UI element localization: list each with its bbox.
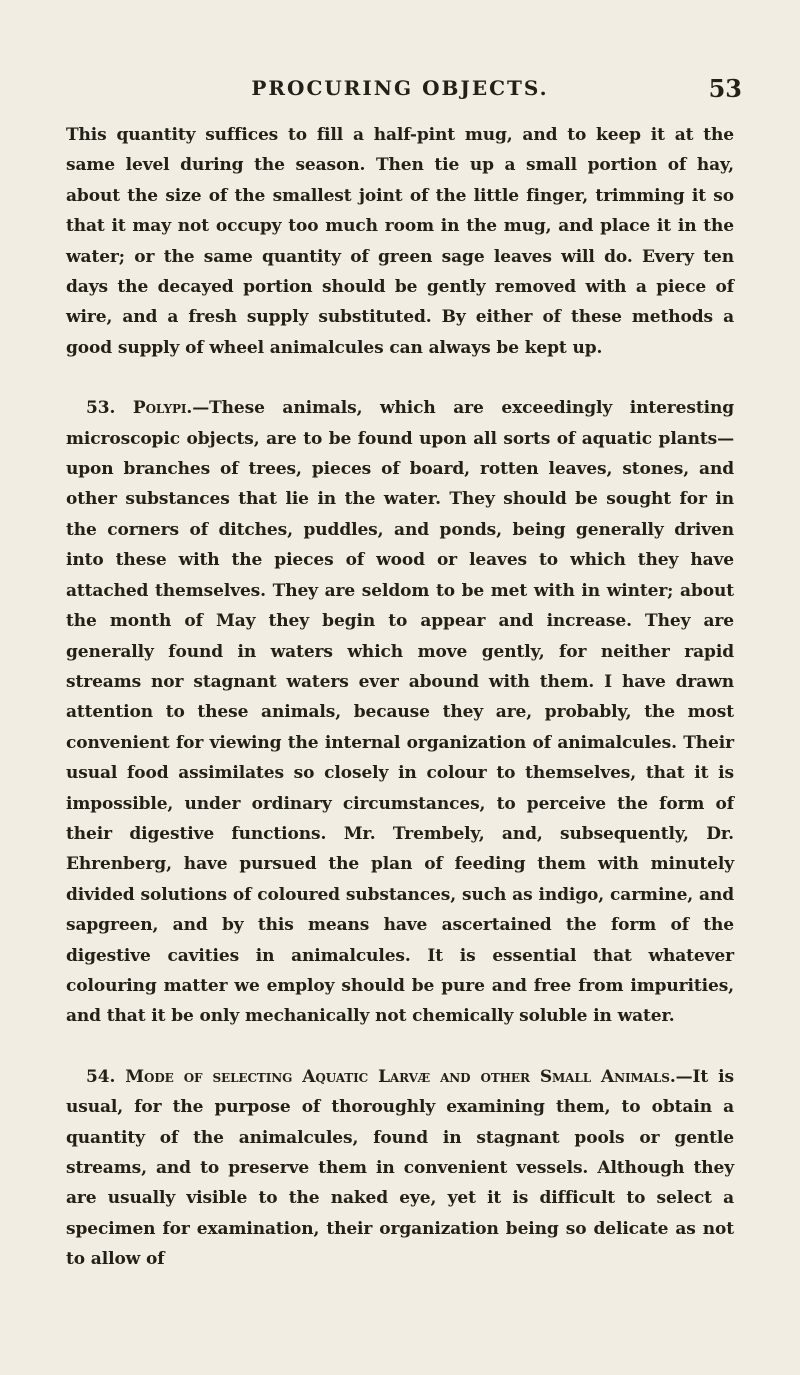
body-text	[66, 120, 734, 1275]
page-title: PROCURING OBJECTS.	[251, 76, 549, 100]
paragraph-polypi	[66, 393, 734, 1032]
section-heading: Polypi.	[132, 398, 193, 419]
section-number: 54.	[86, 1066, 116, 1087]
page-number: 53	[708, 74, 742, 103]
running-head	[0, 74, 800, 104]
paragraph-continuation: This quantity suffices to fill a half-pint mug, and to keep it at the same level during the season. Then tie up a small portion of hay, about the size of the smallest joint of the little finger, trimming it so that it may not occupy too much room in the mug, and place it in the water; or the same quantity of green sage leaves will do. Every ten days the decayed portion should be gently removed with a piece of wire, and a fresh supply substituted. By either of these methods a good supply of wheel animalcules can always be kept up.	[66, 125, 734, 358]
section-text: —These animals, which are exceedingly interesting microscopic objects, are to be found upon all sorts of aquatic plants—upon branches of trees, pieces of board, rotten leaves, stones, and other substances that lie in the water. They should be sought for in the corners of ditches, puddles, and ponds, being generally driven into these with the pieces of wood or leaves to which they have attached themselves. They are seldom to be met with in winter; about the month of May they begin to appear and increase. They are generally found in waters which move gently, for neither rapid streams nor stagnant waters ever abound with them. I have drawn attention to these animals, because they are, probably, the most convenient for viewing the internal organization of animalcules. Their usual food assimilates so closely in colour to themselves, that it is impossible, under ordinary circumstances, to perceive the form of their digestive functions. Mr. Trembely, and, subsequently, Dr. Ehrenberg, have pursued the plan of feeding them with minutely divided solutions of coloured substances, such as indigo, carmine, and sapgreen, and by this means have ascertained the form of the digestive cavities in animalcules. It is essential that whatever colouring matter we employ should be pure and free from impurities, and that it be only mechanically not chemically soluble in water.	[66, 398, 734, 1027]
paragraph-aquatic-larvae	[66, 1062, 734, 1275]
section-number: 53.	[86, 398, 116, 419]
section-heading: Mode of selecting Aquatic Larvæ and other Small Animals.	[125, 1066, 676, 1087]
section-text: —It is usual, for the purpose of thoroughly examining them, to obtain a quantity of the animalcules, found in stagnant pools or gentle streams, and to preserve them in convenient vessels. Although they are usually visible to the naked eye, yet it is difficult to select a specimen for examination, their organization being so delicate as not to allow of	[66, 1066, 734, 1270]
